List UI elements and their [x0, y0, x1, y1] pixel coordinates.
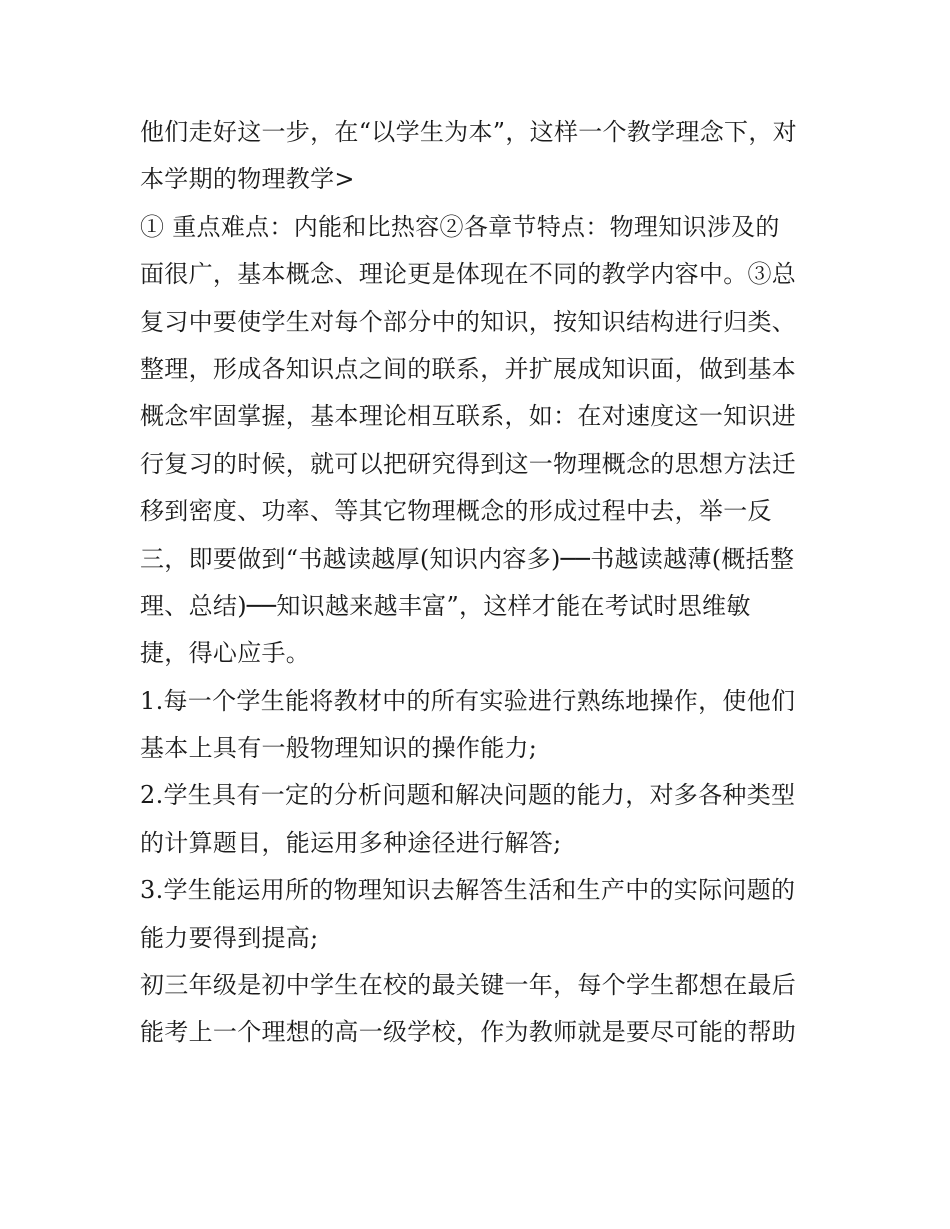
text-line-18: 能力要得到提高;: [140, 923, 319, 952]
text-line-4: 面很广，基本概念、理论更是体现在不同的教学内容中。③总: [140, 260, 797, 289]
text-line-6: 整理，形成各知识点之间的联系，并扩展成知识面，做到基本: [140, 354, 797, 383]
text-line-11: 理、总结)──知识越来越丰富”，这样才能在考试时思维敏: [140, 591, 751, 620]
text-line-19: 初三年级是初中学生在校的最关键一年，每个学生都想在最后: [140, 971, 797, 1000]
text-line-15: 2.学生具有一定的分析问题和解决问题的能力，对多各种类型: [140, 781, 796, 810]
text-line-3: ① 重点难点：内能和比热容②各章节特点：物理知识涉及的: [140, 212, 780, 241]
text-line-17: 3.学生能运用所的物理知识去解答生活和生产中的实际问题的: [140, 876, 796, 905]
text-line-1: 他们走好这一步，在“以学生为本”，这样一个教学理念下，对: [140, 118, 797, 146]
text-line-16: 的计算题目，能运用多种途径进行解答;: [140, 828, 562, 857]
text-line-7: 概念牢固掌握，基本理论相互联系，如：在对速度这一知识进: [140, 402, 797, 431]
text-line-2: 本学期的物理教学>: [140, 165, 355, 194]
text-line-5: 复习中要使学生对每个部分中的知识，按知识结构进行归类、: [140, 307, 797, 336]
text-line-13: 1.每一个学生能将教材中的所有实验进行熟练地操作，使他们: [140, 686, 796, 715]
text-line-9: 移到密度、功率、等其它物理概念的形成过程中去，举一反: [140, 497, 772, 526]
text-line-8: 行复习的时候，就可以把研究得到这一物理概念的思想方法迁: [140, 449, 797, 478]
text-line-10: 三，即要做到“书越读越厚(知识内容多)──书越读越薄(概括整: [140, 544, 795, 573]
text-line-14: 基本上具有一般物理知识的操作能力;: [140, 734, 538, 763]
text-line-20: 能考上一个理想的高一级学校，作为教师就是要尽可能的帮助: [140, 1018, 797, 1047]
body-text: [140, 109, 820, 1057]
text-line-12: 捷，得心应手。: [140, 639, 311, 668]
